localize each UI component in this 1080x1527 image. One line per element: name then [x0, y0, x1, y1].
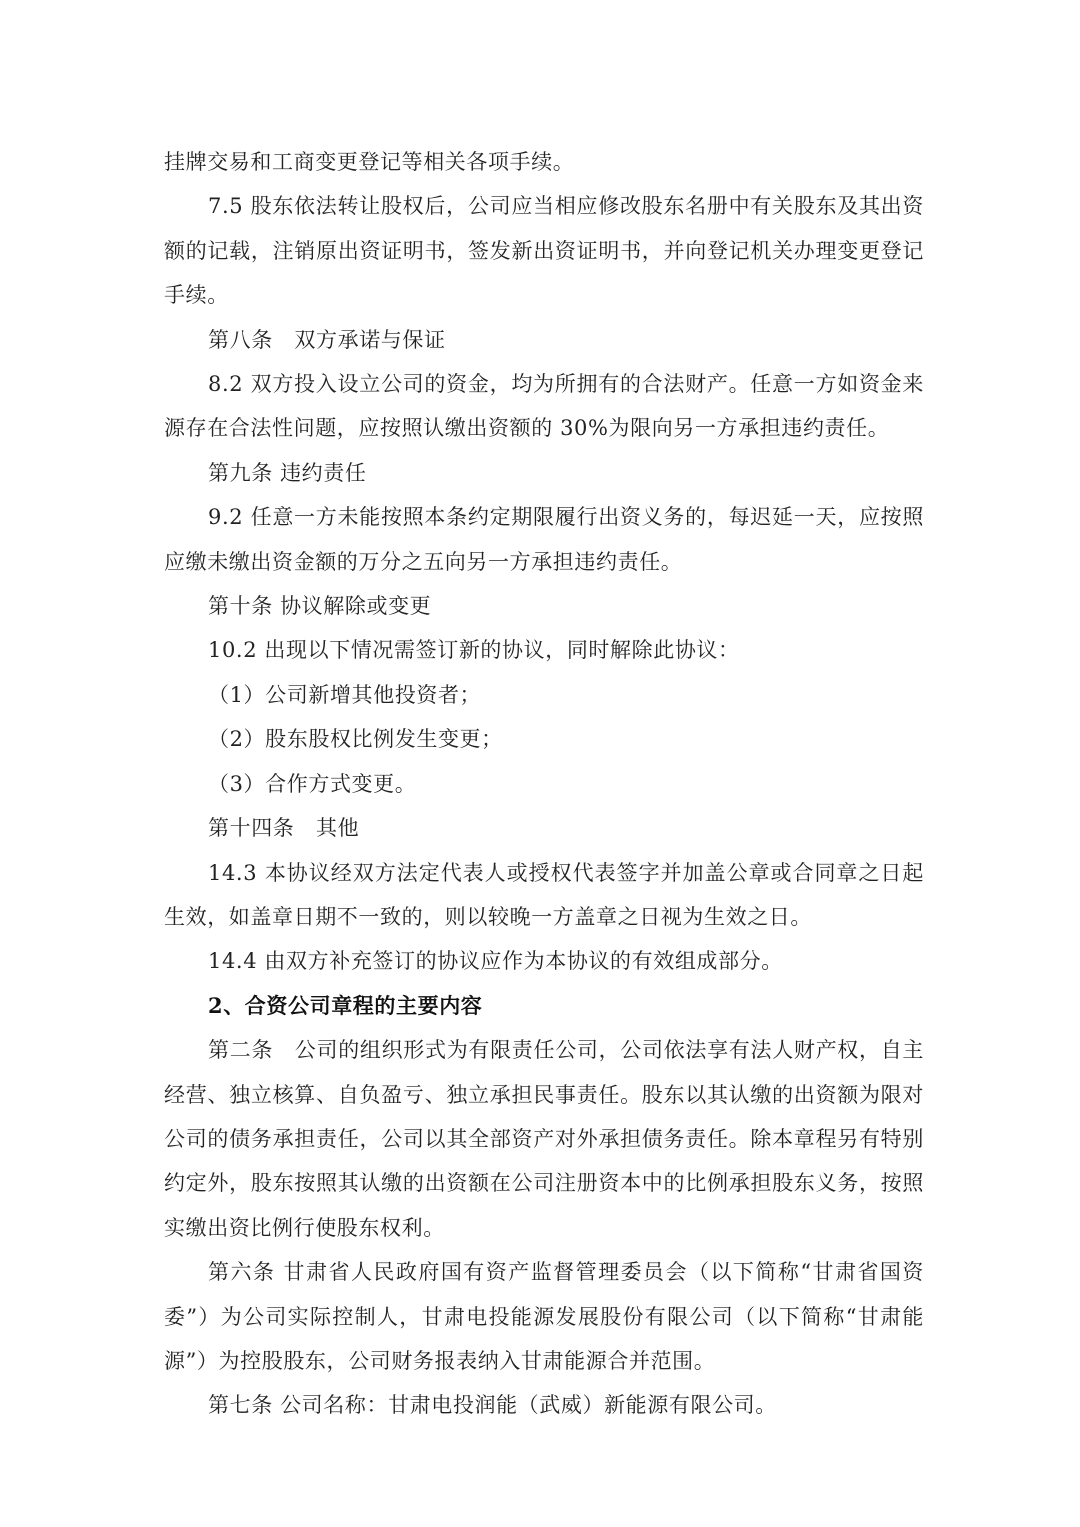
list-item-1: （1）公司新增其他投资者； [208, 682, 482, 707]
clause-9-2: 9.2 任意一方未能按照本条约定期限履行出资义务的，每迟延一天，应按照应缴未缴出资金额的万分之五向另一方承担违约责任。 [164, 505, 924, 574]
charter-article-7: 第七条 公司名称：甘肃电投润能（武威）新能源有限公司。 [208, 1393, 777, 1418]
paragraph-1: 挂牌交易和工商变更登记等相关各项手续。 [164, 150, 575, 174]
article-14-heading: 第十四条 其他 [208, 816, 360, 841]
article-9-heading: 第九条 违约责任 [208, 460, 367, 485]
article-8-heading: 第八条 双方承诺与保证 [208, 327, 446, 352]
clause-14-3: 14.3 本协议经双方法定代表人或授权代表签字并加盖公章或合同章之日起生效，如盖章日期不一致的，则以较晚一方盖章之日视为生效之日。 [164, 860, 924, 929]
list-item-3: （3）合作方式变更。 [208, 771, 417, 796]
clause-14-4: 14.4 由双方补充签订的协议应作为本协议的有效组成部分。 [208, 949, 783, 974]
article-10-heading: 第十条 协议解除或变更 [208, 594, 432, 619]
list-item-2: （2）股东股权比例发生变更； [208, 727, 503, 752]
charter-article-2: 第二条 公司的组织形式为有限责任公司，公司依法享有法人财产权，自主经营、独立核算、自负盈亏、独立承担民事责任。股东以其认缴的出资额为限对公司的债务承担责任，公司以其全部资产对外承担债务责任。除本章程另有特别约定外，股东按照其认缴的出资额在公司注册资本中的比例承担股东义务，按照实缴出资比例行使股东权利。 [164, 1038, 924, 1240]
charter-article-6: 第六条 甘肃省人民政府国有资产监督管理委员会（以下简称“甘肃省国资委”）为公司实际控制人，甘肃电投能源发展股份有限公司（以下简称“甘肃能源”）为控股股东，公司财务报表纳入甘肃能源合并范围。 [164, 1260, 924, 1373]
clause-10-2: 10.2 出现以下情况需签订新的协议，同时解除此协议： [208, 638, 740, 663]
section-heading-charter: 2、合资公司章程的主要内容 [208, 992, 483, 1018]
clause-7-5: 7.5 股东依法转让股权后，公司应当相应修改股东名册中有关股东及其出资额的记载，注销原出资证明书，签发新出资证明书，并向登记机关办理变更登记手续。 [164, 194, 924, 308]
document-body [164, 140, 924, 1428]
clause-8-2: 8.2 双方投入设立公司的资金，均为所拥有的合法财产。任意一方如资金来源存在合法性问题，应按照认缴出资额的 30%为限向另一方承担违约责任。 [164, 372, 924, 441]
